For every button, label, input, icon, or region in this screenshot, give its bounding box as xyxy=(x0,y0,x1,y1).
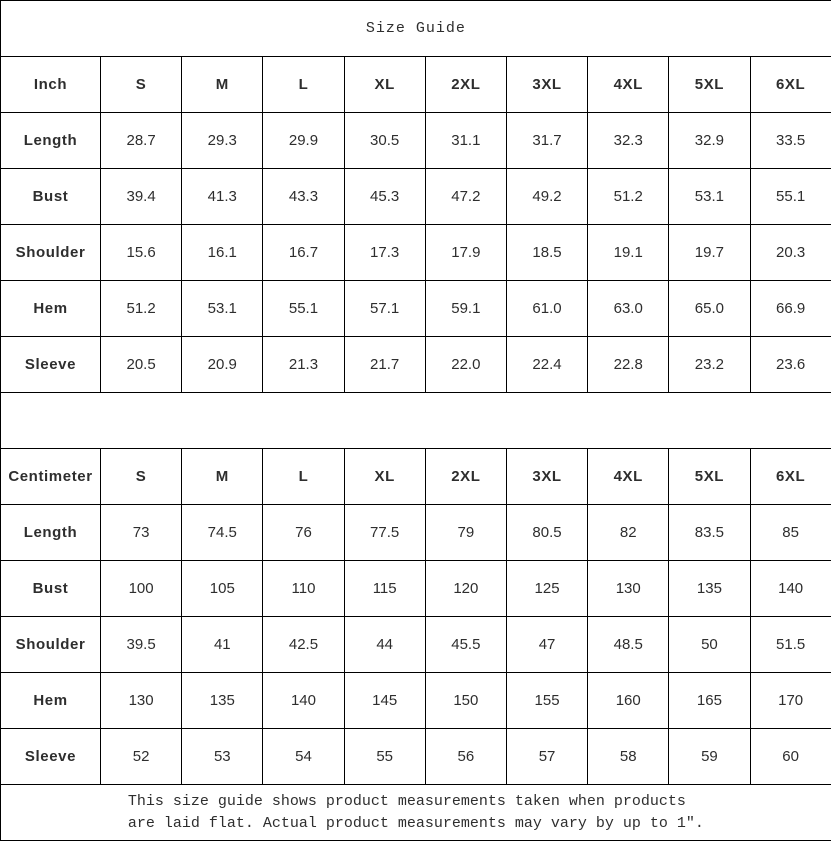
value-cell: 31.7 xyxy=(506,113,587,169)
value-cell: 83.5 xyxy=(669,505,750,561)
measurement-label-cell: Length xyxy=(1,505,101,561)
measurement-label-cell: Shoulder xyxy=(1,617,101,673)
value-cell: 54 xyxy=(263,729,344,785)
table-row xyxy=(1,729,831,785)
value-cell: 18.5 xyxy=(506,225,587,281)
footnote-row xyxy=(1,785,831,841)
value-cell: 105 xyxy=(182,561,263,617)
value-cell: 45.3 xyxy=(344,169,425,225)
value-cell: 73 xyxy=(101,505,182,561)
size-header-cell: L xyxy=(263,449,344,505)
size-header-cell: S xyxy=(101,57,182,113)
size-header-cell: S xyxy=(101,449,182,505)
value-cell: 115 xyxy=(344,561,425,617)
value-cell: 135 xyxy=(182,673,263,729)
value-cell: 21.7 xyxy=(344,337,425,393)
value-cell: 120 xyxy=(425,561,506,617)
value-cell: 74.5 xyxy=(182,505,263,561)
value-cell: 80.5 xyxy=(506,505,587,561)
measurement-label-cell: Length xyxy=(1,113,101,169)
value-cell: 140 xyxy=(263,673,344,729)
centimeter-header-row xyxy=(1,449,831,505)
value-cell: 55 xyxy=(344,729,425,785)
size-header-cell: 5XL xyxy=(669,449,750,505)
value-cell: 20.9 xyxy=(182,337,263,393)
value-cell: 59.1 xyxy=(425,281,506,337)
footnote-cell xyxy=(1,785,831,841)
value-cell: 51.5 xyxy=(750,617,831,673)
table-row xyxy=(1,281,831,337)
measurement-label-cell: Shoulder xyxy=(1,225,101,281)
value-cell: 125 xyxy=(506,561,587,617)
size-header-cell: 2XL xyxy=(425,449,506,505)
value-cell: 50 xyxy=(669,617,750,673)
value-cell: 58 xyxy=(588,729,669,785)
measurement-label-cell: Hem xyxy=(1,281,101,337)
value-cell: 17.3 xyxy=(344,225,425,281)
table-row xyxy=(1,617,831,673)
value-cell: 33.5 xyxy=(750,113,831,169)
value-cell: 160 xyxy=(588,673,669,729)
value-cell: 85 xyxy=(750,505,831,561)
table-row xyxy=(1,505,831,561)
value-cell: 76 xyxy=(263,505,344,561)
size-header-cell: 4XL xyxy=(588,57,669,113)
value-cell: 53 xyxy=(182,729,263,785)
footnote-line-2: are laid flat. Actual product measurements may vary by up to 1″. xyxy=(127,814,704,832)
value-cell: 55.1 xyxy=(750,169,831,225)
table-row xyxy=(1,113,831,169)
value-cell: 57 xyxy=(506,729,587,785)
value-cell: 79 xyxy=(425,505,506,561)
value-cell: 130 xyxy=(588,561,669,617)
value-cell: 19.7 xyxy=(669,225,750,281)
size-header-cell: XL xyxy=(344,57,425,113)
value-cell: 22.8 xyxy=(588,337,669,393)
value-cell: 165 xyxy=(669,673,750,729)
value-cell: 20.5 xyxy=(101,337,182,393)
measurement-label-cell: Sleeve xyxy=(1,337,101,393)
spacer-cell xyxy=(1,393,831,449)
value-cell: 145 xyxy=(344,673,425,729)
value-cell: 49.2 xyxy=(506,169,587,225)
value-cell: 55.1 xyxy=(263,281,344,337)
value-cell: 41.3 xyxy=(182,169,263,225)
value-cell: 110 xyxy=(263,561,344,617)
footnote-text xyxy=(128,791,704,835)
unit-header-cell: Inch xyxy=(1,57,101,113)
size-header-cell: 3XL xyxy=(506,57,587,113)
size-header-cell: 6XL xyxy=(750,57,831,113)
value-cell: 39.5 xyxy=(101,617,182,673)
measurement-label-cell: Hem xyxy=(1,673,101,729)
size-header-cell: 2XL xyxy=(425,57,506,113)
value-cell: 16.1 xyxy=(182,225,263,281)
measurement-label-cell: Bust xyxy=(1,561,101,617)
value-cell: 82 xyxy=(588,505,669,561)
value-cell: 48.5 xyxy=(588,617,669,673)
size-header-cell: M xyxy=(182,57,263,113)
value-cell: 170 xyxy=(750,673,831,729)
value-cell: 47 xyxy=(506,617,587,673)
value-cell: 66.9 xyxy=(750,281,831,337)
size-header-cell: M xyxy=(182,449,263,505)
value-cell: 51.2 xyxy=(101,281,182,337)
value-cell: 41 xyxy=(182,617,263,673)
value-cell: 22.4 xyxy=(506,337,587,393)
inch-header-row xyxy=(1,57,831,113)
size-header-cell: XL xyxy=(344,449,425,505)
value-cell: 53.1 xyxy=(669,169,750,225)
value-cell: 21.3 xyxy=(263,337,344,393)
value-cell: 140 xyxy=(750,561,831,617)
value-cell: 32.9 xyxy=(669,113,750,169)
value-cell: 63.0 xyxy=(588,281,669,337)
value-cell: 16.7 xyxy=(263,225,344,281)
value-cell: 31.1 xyxy=(425,113,506,169)
value-cell: 42.5 xyxy=(263,617,344,673)
value-cell: 20.3 xyxy=(750,225,831,281)
value-cell: 56 xyxy=(425,729,506,785)
measurement-label-cell: Bust xyxy=(1,169,101,225)
size-header-cell: L xyxy=(263,57,344,113)
value-cell: 130 xyxy=(101,673,182,729)
value-cell: 39.4 xyxy=(101,169,182,225)
spacer-row xyxy=(1,393,831,449)
value-cell: 150 xyxy=(425,673,506,729)
value-cell: 135 xyxy=(669,561,750,617)
value-cell: 29.9 xyxy=(263,113,344,169)
unit-header-cell: Centimeter xyxy=(1,449,101,505)
value-cell: 51.2 xyxy=(588,169,669,225)
value-cell: 47.2 xyxy=(425,169,506,225)
value-cell: 45.5 xyxy=(425,617,506,673)
value-cell: 15.6 xyxy=(101,225,182,281)
value-cell: 22.0 xyxy=(425,337,506,393)
value-cell: 29.3 xyxy=(182,113,263,169)
value-cell: 19.1 xyxy=(588,225,669,281)
value-cell: 57.1 xyxy=(344,281,425,337)
table-row xyxy=(1,673,831,729)
measurement-label-cell: Sleeve xyxy=(1,729,101,785)
value-cell: 155 xyxy=(506,673,587,729)
value-cell: 60 xyxy=(750,729,831,785)
value-cell: 52 xyxy=(101,729,182,785)
table-row xyxy=(1,561,831,617)
value-cell: 100 xyxy=(101,561,182,617)
value-cell: 28.7 xyxy=(101,113,182,169)
value-cell: 23.6 xyxy=(750,337,831,393)
value-cell: 23.2 xyxy=(669,337,750,393)
page-title: Size Guide xyxy=(1,1,831,57)
table-row xyxy=(1,225,831,281)
value-cell: 30.5 xyxy=(344,113,425,169)
value-cell: 44 xyxy=(344,617,425,673)
size-header-cell: 5XL xyxy=(669,57,750,113)
size-header-cell: 3XL xyxy=(506,449,587,505)
size-header-cell: 6XL xyxy=(750,449,831,505)
footnote-line-1: This size guide shows product measurements taken when products xyxy=(127,792,686,810)
table-row xyxy=(1,337,831,393)
value-cell: 17.9 xyxy=(425,225,506,281)
value-cell: 65.0 xyxy=(669,281,750,337)
title-row xyxy=(1,1,831,57)
value-cell: 59 xyxy=(669,729,750,785)
value-cell: 43.3 xyxy=(263,169,344,225)
value-cell: 32.3 xyxy=(588,113,669,169)
value-cell: 61.0 xyxy=(506,281,587,337)
value-cell: 77.5 xyxy=(344,505,425,561)
table-row xyxy=(1,169,831,225)
value-cell: 53.1 xyxy=(182,281,263,337)
size-header-cell: 4XL xyxy=(588,449,669,505)
